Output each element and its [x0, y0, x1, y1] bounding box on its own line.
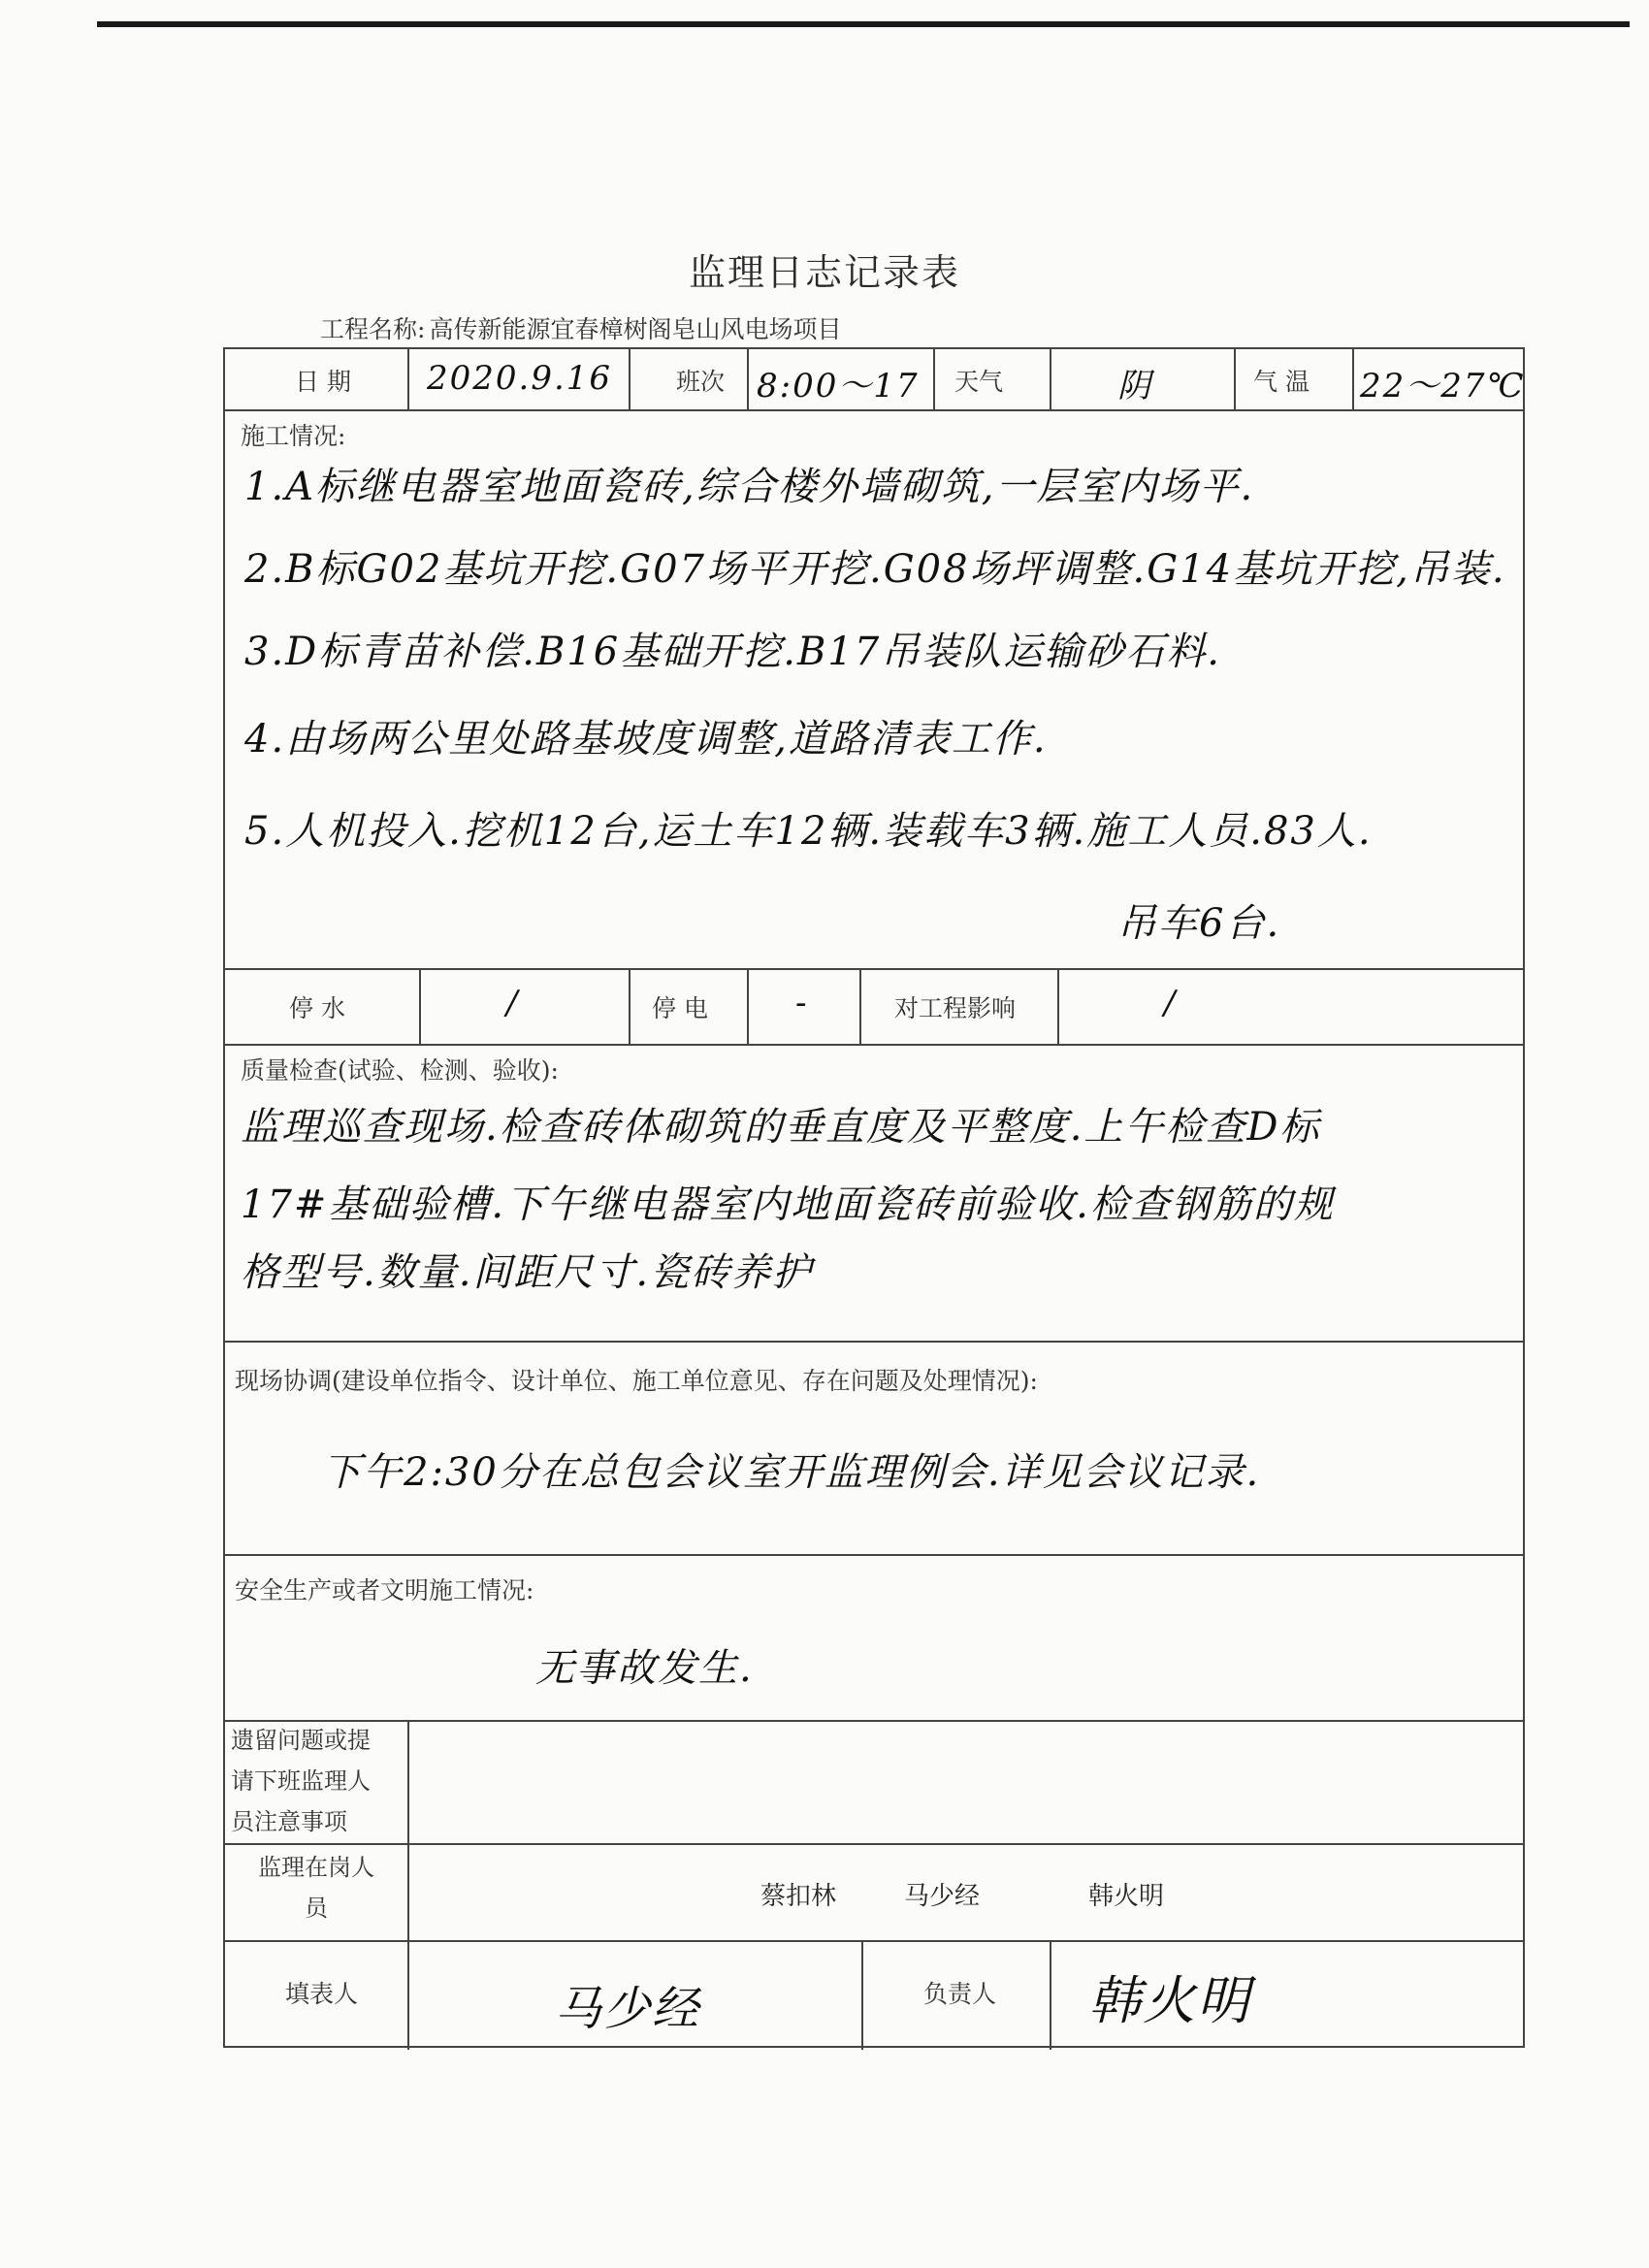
col-rule — [747, 349, 749, 409]
power-stop-value: - — [795, 984, 809, 1022]
project-line — [320, 310, 841, 345]
coordination-text: 下午2:30分在总包会议室开监理例会.详见会议记录. — [322, 1450, 1261, 1495]
row-rule — [225, 1341, 1523, 1343]
quality-line: 格型号.数量.间距尺寸.瓷砖养护 — [241, 1250, 814, 1295]
row-rule — [225, 1940, 1523, 1942]
impact-value: / — [1164, 984, 1178, 1022]
construction-line: 2.B标G02基坑开挖.G07场平开挖.G08场坪调整.G14基坑开挖,吊装. — [244, 547, 1506, 592]
temperature-value: 22～27℃ — [1360, 367, 1526, 405]
water-stop-value: / — [506, 984, 520, 1022]
col-rule — [1352, 349, 1354, 409]
project-value: 高传新能源宜春樟树阁皂山风电场项目 — [429, 315, 842, 343]
col-rule — [629, 968, 630, 1044]
col-rule — [629, 349, 630, 409]
quality-label: 质量检查(试验、检测、验收): — [241, 1056, 559, 1085]
remaining-issues-label — [231, 1720, 415, 1842]
col-rule — [859, 968, 861, 1044]
project-label: 工程名称: — [320, 315, 426, 343]
on-duty-name: 韩火明 — [1088, 1882, 1165, 1911]
label-line: 请下班监理人 — [231, 1767, 371, 1795]
shift-label: 班次 — [676, 368, 726, 396]
impact-label: 对工程影响 — [894, 994, 1017, 1022]
on-duty-name: 蔡扣林 — [760, 1882, 837, 1911]
label-line: 员 — [305, 1895, 328, 1922]
safety-text: 无事故发生. — [535, 1646, 754, 1691]
responsible-signature: 韩火明 — [1088, 1970, 1251, 2031]
construction-line: 吊车6台. — [1117, 901, 1281, 946]
construction-line: 5.人机投入.挖机12台,运土车12辆.装载车3辆.施工人员.83人. — [244, 809, 1373, 854]
filler-label: 填表人 — [285, 1980, 359, 2008]
construction-line: 3.D标青苗补偿.B16基础开挖.B17吊装队运输砂石料. — [244, 630, 1221, 674]
coordination-label: 现场协调(建设单位指令、设计单位、施工单位意见、存在问题及处理情况): — [235, 1367, 1038, 1395]
col-rule — [1057, 968, 1059, 1044]
quality-line: 17#基础验槽.下午继电器室内地面瓷砖前验收.检查钢筋的规 — [241, 1183, 1335, 1227]
row-rule — [225, 1843, 1523, 1845]
date-value: 2020.9.16 — [427, 359, 613, 398]
weather-label: 天气 — [954, 368, 1004, 396]
water-stop-label: 停 水 — [289, 994, 345, 1022]
row-rule — [225, 409, 1523, 411]
weather-value: 阴 — [1117, 367, 1152, 405]
construction-line: 4.由场两公里处路基坡度调整,道路清表工作. — [244, 717, 1048, 761]
scan-edge — [97, 21, 1630, 27]
col-rule — [1234, 349, 1236, 409]
page-title: 监理日志记录表 — [688, 251, 960, 294]
col-rule — [747, 968, 749, 1044]
label-line: 遗留问题或提 — [231, 1727, 371, 1754]
row-rule — [225, 1044, 1523, 1046]
safety-label: 安全生产或者文明施工情况: — [235, 1576, 534, 1604]
col-rule — [861, 1940, 863, 2050]
quality-line: 监理巡查现场.检查砖体砌筑的垂直度及平整度.上午检查D标 — [241, 1105, 1321, 1150]
col-rule — [1050, 349, 1051, 409]
on-duty-name: 马少经 — [904, 1882, 981, 1911]
date-label: 日 期 — [295, 368, 351, 396]
construction-line: 1.A标继电器室地面瓷砖,综合楼外墙砌筑,一层室内场平. — [244, 465, 1255, 509]
log-table — [223, 347, 1525, 2048]
construction-label: 施工情况: — [241, 422, 346, 450]
temperature-label: 气 温 — [1253, 368, 1310, 396]
row-rule — [225, 1720, 1523, 1722]
responsible-label: 负责人 — [923, 1980, 997, 2008]
label-line: 监理在岗人 — [258, 1854, 374, 1881]
col-rule — [1050, 1940, 1051, 2050]
label-line: 员注意事项 — [231, 1808, 347, 1835]
filler-signature: 马少经 — [555, 1982, 701, 2036]
row-rule — [225, 1554, 1523, 1556]
col-rule — [407, 349, 409, 409]
on-duty-label — [239, 1847, 394, 1928]
shift-value: 8:00～17 — [757, 367, 920, 405]
col-rule — [933, 349, 935, 409]
col-rule — [419, 968, 421, 1044]
power-stop-label: 停 电 — [652, 994, 708, 1022]
